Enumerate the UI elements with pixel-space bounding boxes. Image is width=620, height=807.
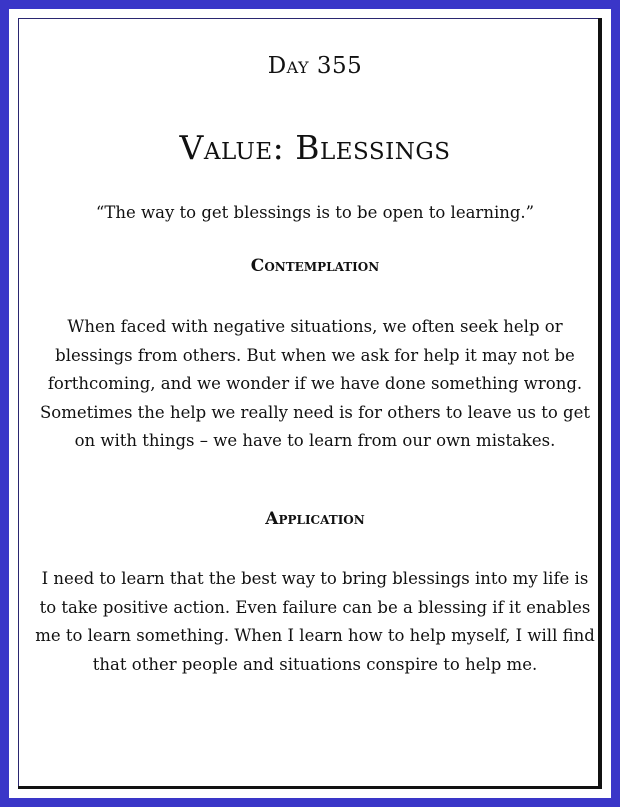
application-text: I need to learn that the best way to bring blessings into my life is to take positive action. Even failure can be a blessing if it enables me to learn something. When I learn how to help myself, I will find that other people and situations conspire to help me.: [35, 569, 595, 674]
contemplation-heading: Contemplation: [250, 256, 380, 276]
quote: “The way to get blessings is to be open to learning.”: [95, 203, 535, 222]
page-content: [29, 29, 601, 789]
day-label: Day 355: [267, 53, 363, 79]
application-heading: Application: [265, 509, 365, 529]
contemplation-text: When faced with negative situations, we often seek help or blessings from others. But when we ask for help it may not be forthcoming, and we wonder if we have done something wrong. Sometimes the help we really need is for others to leave us to get on with things – we have to learn from our own mistakes.: [40, 317, 590, 450]
page-title: Value: Blessings: [179, 128, 451, 167]
